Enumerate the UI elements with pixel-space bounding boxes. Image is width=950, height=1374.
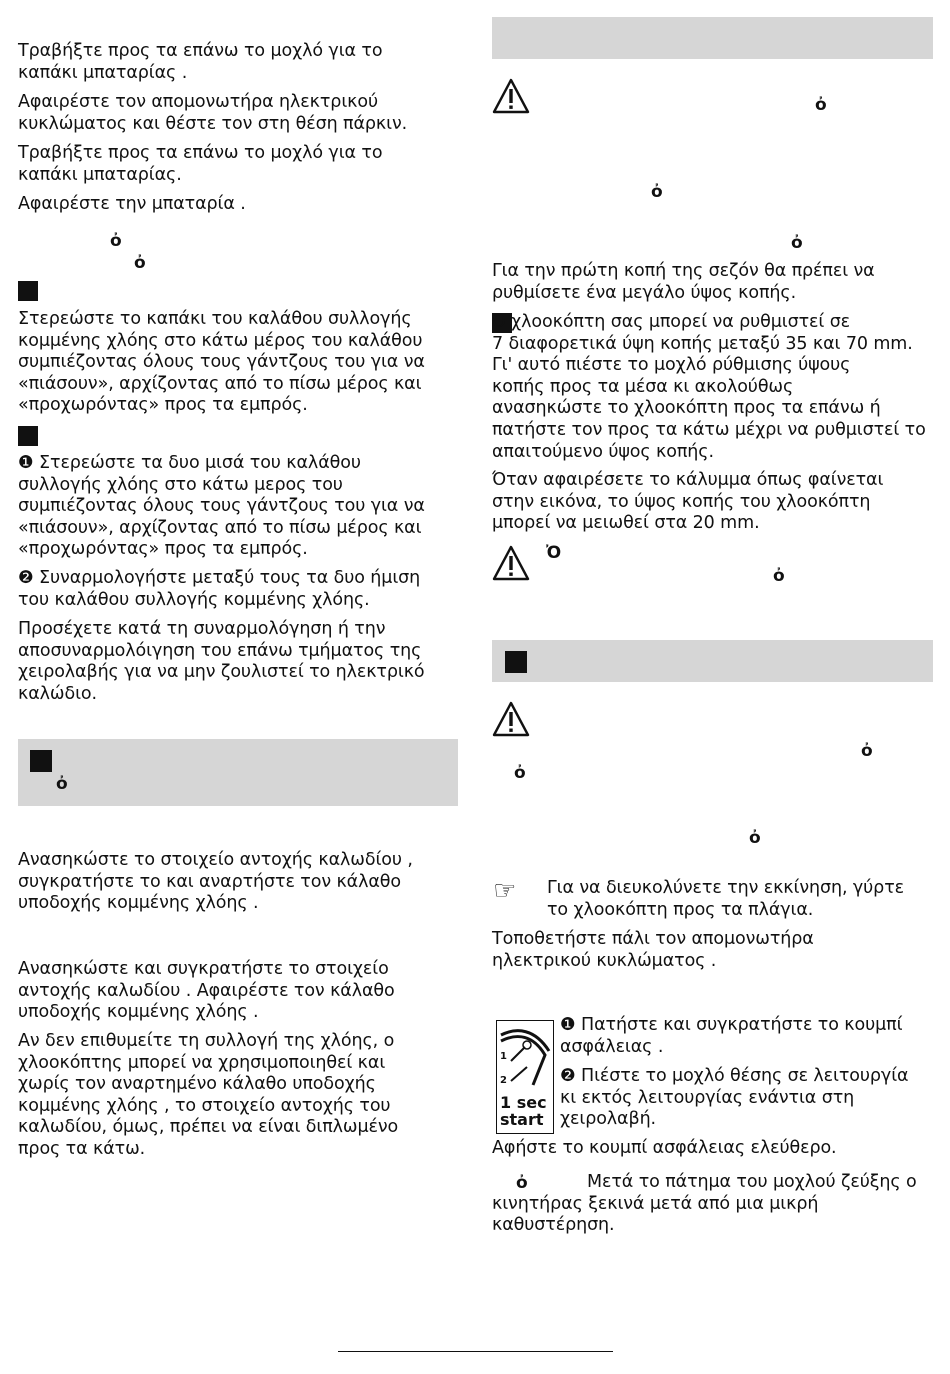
section-header-band	[18, 739, 458, 806]
engine-delay-text: Μετά το πάτημα του μοχλού ζεύξης ο κινητήρας ξεκινά μετά από μια μικρή καθυστέρηση.	[492, 1172, 917, 1236]
cut-height-text: Ο χλοοκόπτη σας μπορεί να ρυθμιστεί σε 7 διαφορετικά ύψη κοπής μεταξύ 35 και 70 mm. Γι' αυτό πιέστε το μοχλό ρύθμισης ύψους κοπής προς τα μέσα κι ακολούθως ανασηκώστε το χλοοκόπτη προς τα επάνω ή πατήστε τον προς τα κάτω μέχρι να ρυθμιστεί το απαιτούμενο ύψος κοπής.	[492, 312, 926, 462]
symbol-mark: ὀ	[651, 182, 663, 202]
remove-basket-text: Ανασηκώστε και συγκρατήστε το στοιχείο αντοχής καλωδίου . Αφαιρέστε τον κάλαθο υποδοχής κομμένης χλόης .	[18, 959, 395, 1023]
section-marker	[18, 281, 38, 301]
cover-removed-text: Όταν αφαιρέσετε το κάλυμμα όπως φαίνεται στην εικόνα, το ύψος κοπής του χλοοκόπτη μπορεί να μειωθεί στα 20 mm.	[492, 470, 884, 534]
section-header-band	[492, 17, 933, 59]
basket-lid-text: Στερεώστε το καπάκι του καλάθου συλλογής κομμένης χλόης στο κάτω μέρος του καλάθου συμπιέζοντας όλους τους γάντζους του για να «πιάσουν», αρχίζοντας από το πίσω μέρος και «προχωρόντας» προς τα εμπρός.	[18, 309, 425, 416]
figure-step-1: 1	[500, 1051, 507, 1062]
hang-basket-text: Ανασηκώστε το στοιχείο αντοχής καλωδίου , συγκρατήστε το και αναρτήστε τον κάλαθο υποδοχής κομμένης χλόης .	[18, 850, 413, 914]
tilt-tip-text: Για να διευκολύνετε την εκκίνηση, γύρτε το χλοοκόπτη προς τα πλάγια.	[547, 878, 904, 920]
symbol-mark: ὀ	[110, 231, 122, 251]
symbol-mark: ὀ	[861, 741, 873, 761]
hand-pointer-icon: ☞	[493, 876, 517, 906]
symbol-mark: ὀ	[791, 233, 803, 253]
basket-halves-text: ❶ Στερεώστε τα δυο μισά του καλάθου συλλογής χλόης στο κάτω μερος του συμπιέζοντας όλους τους γάντζους του για να «πιάσουν», αρχίζοντας από το πίσω μέρος και «προχωρόντας» προς τα εμπρός.	[18, 453, 425, 560]
remove-battery-text: Αφαιρέστε την μπαταρία .	[18, 194, 246, 214]
figure-step-2: 2	[500, 1075, 507, 1086]
remove-isolator-text: Αφαιρέστε τον απομονωτήρα ηλεκτρικού κυκλώματος και θέστε τον στη θέση πάρκιν.	[18, 92, 408, 134]
warning-icon	[492, 78, 530, 114]
symbol-mark: ὀ	[815, 95, 827, 115]
symbol-mark: ὀ	[56, 774, 68, 794]
press-safety-text: ❶ Πατήστε και συγκρατήστε το κουμπί ασφάλειας .	[560, 1015, 903, 1057]
lever-up-text-1: Τραβήξτε προς τα επάνω το μοχλό για το καπάκι μπαταρίας .	[18, 41, 383, 83]
footer-rule	[338, 1351, 613, 1352]
no-basket-text: Αν δεν επιθυμείτε τη συλλογή της χλόης, ο χλοοκόπτης μπορεί να χρησιμοποιηθεί και χωρίς τον αναρτημένο κάλαθο υποδοχής κομμένης χλόης , το στοιχείο αντοχής του καλωδίου, όμως, πρέπει να είναι διπλωμένο προς τα κάτω.	[18, 1031, 399, 1159]
section-marker	[18, 426, 38, 446]
symbol-mark: ὀ	[749, 828, 761, 848]
reinsert-isolator-text: Τοποθετήστε πάλι τον απομονωτήρα ηλεκτρικού κυκλώματος .	[492, 929, 814, 971]
symbol-mark: ὀ	[134, 253, 146, 273]
symbol-mark: ὀ	[516, 1173, 528, 1193]
section-marker	[505, 651, 527, 673]
section-marker	[30, 750, 52, 772]
cable-caution-text: Προσέχετε κατά τη συναρμολόγηση ή την αποσυναρμολόιγηση του επάνω τμήματος της χειρολαβής για να μην ζουλιστεί το ηλεκτρικό καλώδιο.	[18, 619, 425, 704]
first-cut-text: Για την πρώτη κοπή της σεζόν θα πρέπει να ρυθμίσετε ένα μεγάλο ύψος κοπής.	[492, 261, 875, 303]
start-figure	[496, 1020, 554, 1134]
assemble-halves-text: ❷ Συναρμολογήστε μεταξύ τους τα δυο ήμιση του καλάθου συλλογής κομμένης χλόης.	[18, 568, 421, 610]
lever-up-text-2: Τραβήξτε προς τα επάνω το μοχλό για το καπάκι μπαταρίας.	[18, 143, 383, 185]
symbol-mark: ὀ	[773, 566, 785, 586]
press-lever-text: ❷ Πιέστε το μοχλό θέσης σε λειτουργία κι εκτός λειτουργίας ενάντια στη χειρολαβή.	[560, 1066, 909, 1130]
symbol-mark: ὀ	[514, 763, 526, 783]
section-header-band	[492, 640, 933, 682]
figure-label: 1 sec start	[500, 1093, 547, 1129]
symbol-mark: Ὀ	[546, 543, 562, 563]
release-safety-text: Αφήστε το κουμπί ασφάλειας ελεύθερο.	[492, 1138, 837, 1158]
warning-icon	[492, 545, 530, 581]
warning-icon	[492, 701, 530, 737]
